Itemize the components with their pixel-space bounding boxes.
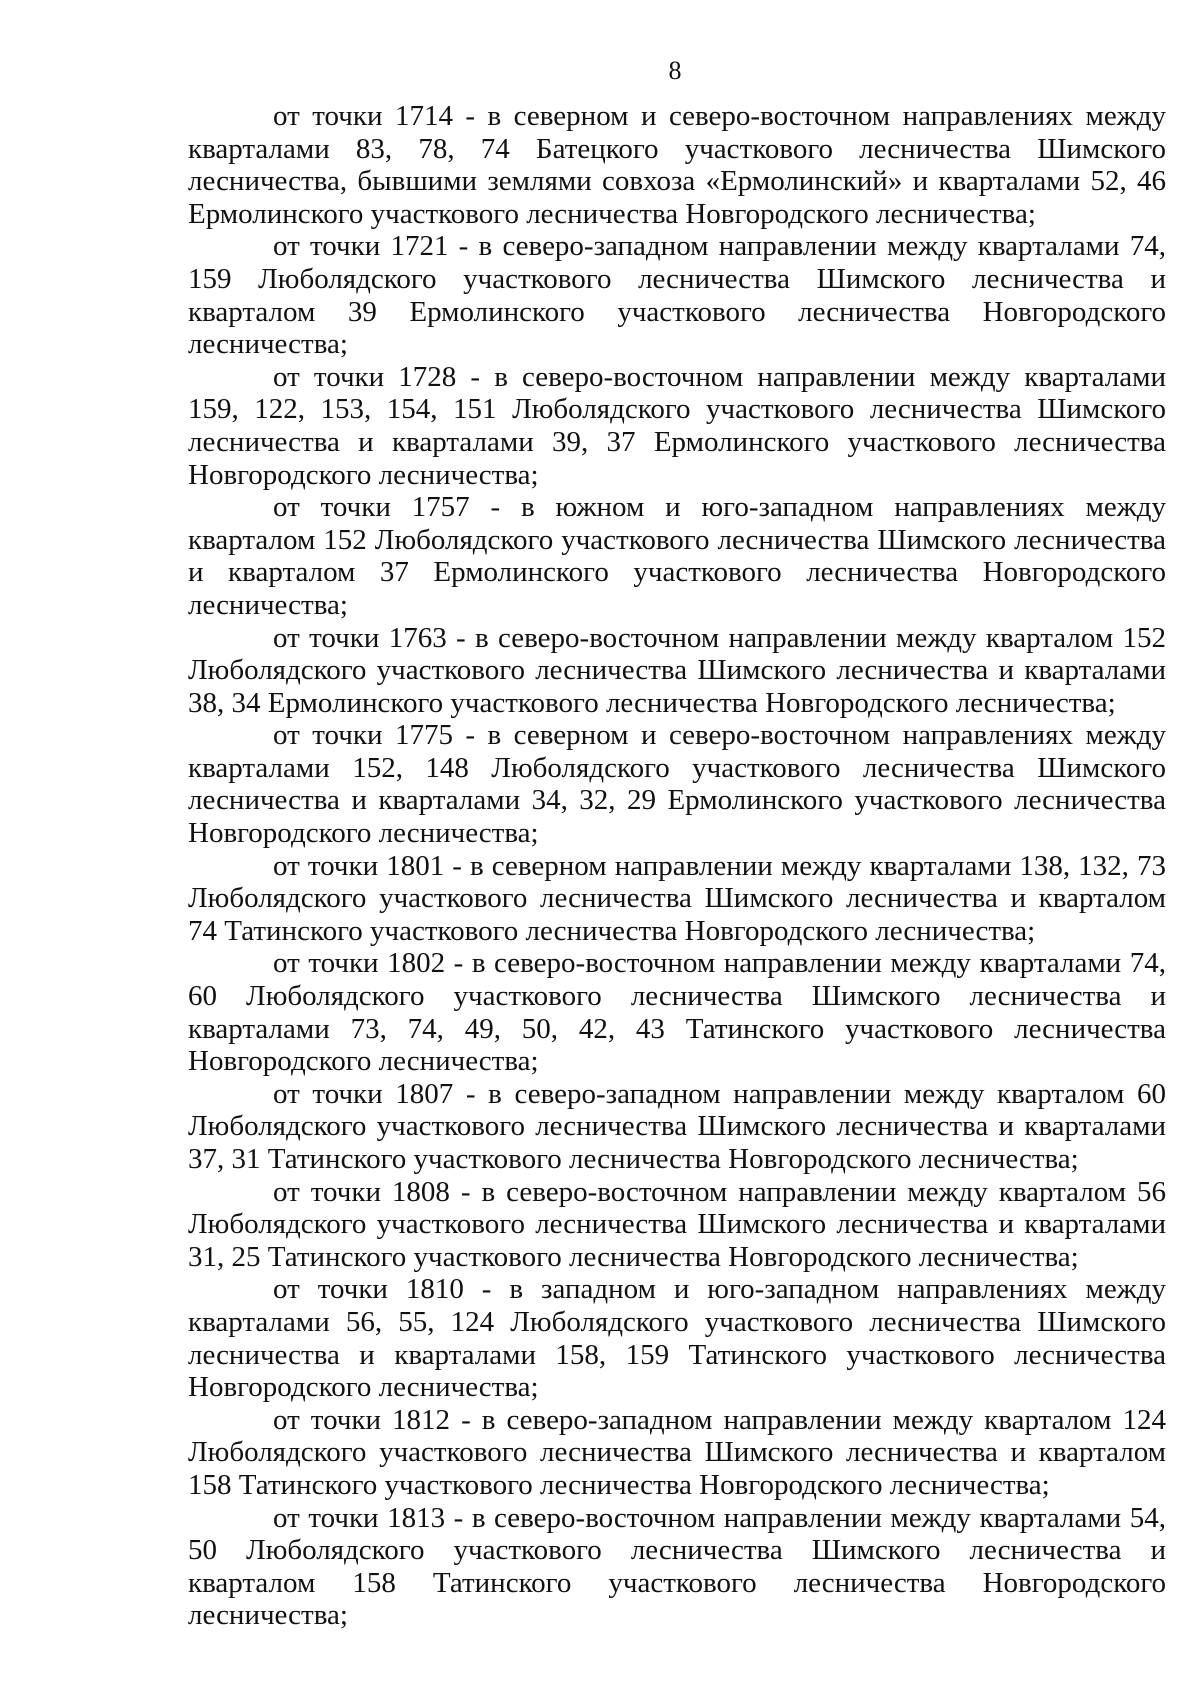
paragraph-point-1714: от точки 1714 - в северном и северо-восточном направлениях между кварталами 83, 78, 74 Батецкого участкового лесничества Шимского лесничества, бывшими землями совхоза «Ермолинский» и кварталами 52, 46 Ермолинского участкового лесничества Новгородского лесничества; bbox=[188, 100, 1166, 230]
paragraph-point-1807: от точки 1807 - в северо-западном направлении между кварталом 60 Люболядского участкового лесничества Шимского лесничества и кварталами 37, 31 Татинского участкового лесничества Новгородского лесничества; bbox=[188, 1077, 1166, 1175]
paragraph-point-1810: от точки 1810 - в западном и юго-западном направлениях между кварталами 56, 55, 124 Люболядского участкового лесничества Шимского лесничества и кварталами 158, 159 Татинского участкового лесничества Новгородского лесничества; bbox=[188, 1273, 1166, 1404]
paragraph-point-1763: от точки 1763 - в северо-восточном направлении между кварталом 152 Люболядского участкового лесничества Шимского лесничества и кварталами 38, 34 Ермолинского участкового лесничества Новгородского лесничества; bbox=[188, 621, 1166, 719]
document-body bbox=[188, 100, 1166, 1632]
paragraph-point-1757: от точки 1757 - в южном и юго-западном направлениях между кварталом 152 Люболядского участкового лесничества Шимского лесничества и кварталом 37 Ермолинского участкового лесничества Новгородского лесничества; bbox=[188, 491, 1166, 621]
paragraph-point-1775: от точки 1775 - в северном и северо-восточном направлениях между кварталами 152, 148 Люболядского участкового лесничества Шимского лесничества и кварталами 34, 32, 29 Ермолинского участкового лесничества Новгородского лесничества; bbox=[188, 719, 1166, 850]
page-number: 8 bbox=[668, 56, 682, 85]
paragraph-point-1802: от точки 1802 - в северо-восточном направлении между кварталами 74, 60 Люболядского участкового лесничества Шимского лесничества и кварталами 73, 74, 49, 50, 42, 43 Татинского участкового лесничества Новгородского лесничества; bbox=[188, 947, 1166, 1078]
paragraph-point-1728: от точки 1728 - в северо-восточном направлении между кварталами 159, 122, 153, 154, 151 Люболядского участкового лесничества Шимского лесничества и кварталами 39, 37 Ермолинского участкового лесничества Новгородского лесничества; bbox=[188, 360, 1166, 491]
paragraph-point-1721: от точки 1721 - в северо-западном направлении между кварталами 74, 159 Люболядского участкового лесничества Шимского лесничества и кварталом 39 Ермолинского участкового лесничества Новгородского лесничества; bbox=[188, 230, 1166, 361]
paragraph-point-1813: от точки 1813 - в северо-восточном направлении между кварталами 54, 50 Люболядского участкового лесничества Шимского лесничества и кварталом 158 Татинского участкового лесничества Новгородского лесничества; bbox=[188, 1501, 1166, 1632]
paragraph-point-1808: от точки 1808 - в северо-восточном направлении между кварталом 56 Люболядского участкового лесничества Шимского лесничества и кварталами 31, 25 Татинского участкового лесничества Новгородского лесничества; bbox=[188, 1175, 1166, 1273]
paragraph-point-1801: от точки 1801 - в северном направлении между кварталами 138, 132, 73 Люболядского участкового лесничества Шимского лесничества и кварталом 74 Татинского участкового лесничества Новгородского лесничества; bbox=[188, 849, 1166, 947]
paragraph-point-1812: от точки 1812 - в северо-западном направлении между кварталом 124 Люболядского участкового лесничества Шимского лесничества и кварталом 158 Татинского участкового лесничества Новгородского лесничества; bbox=[188, 1403, 1166, 1501]
